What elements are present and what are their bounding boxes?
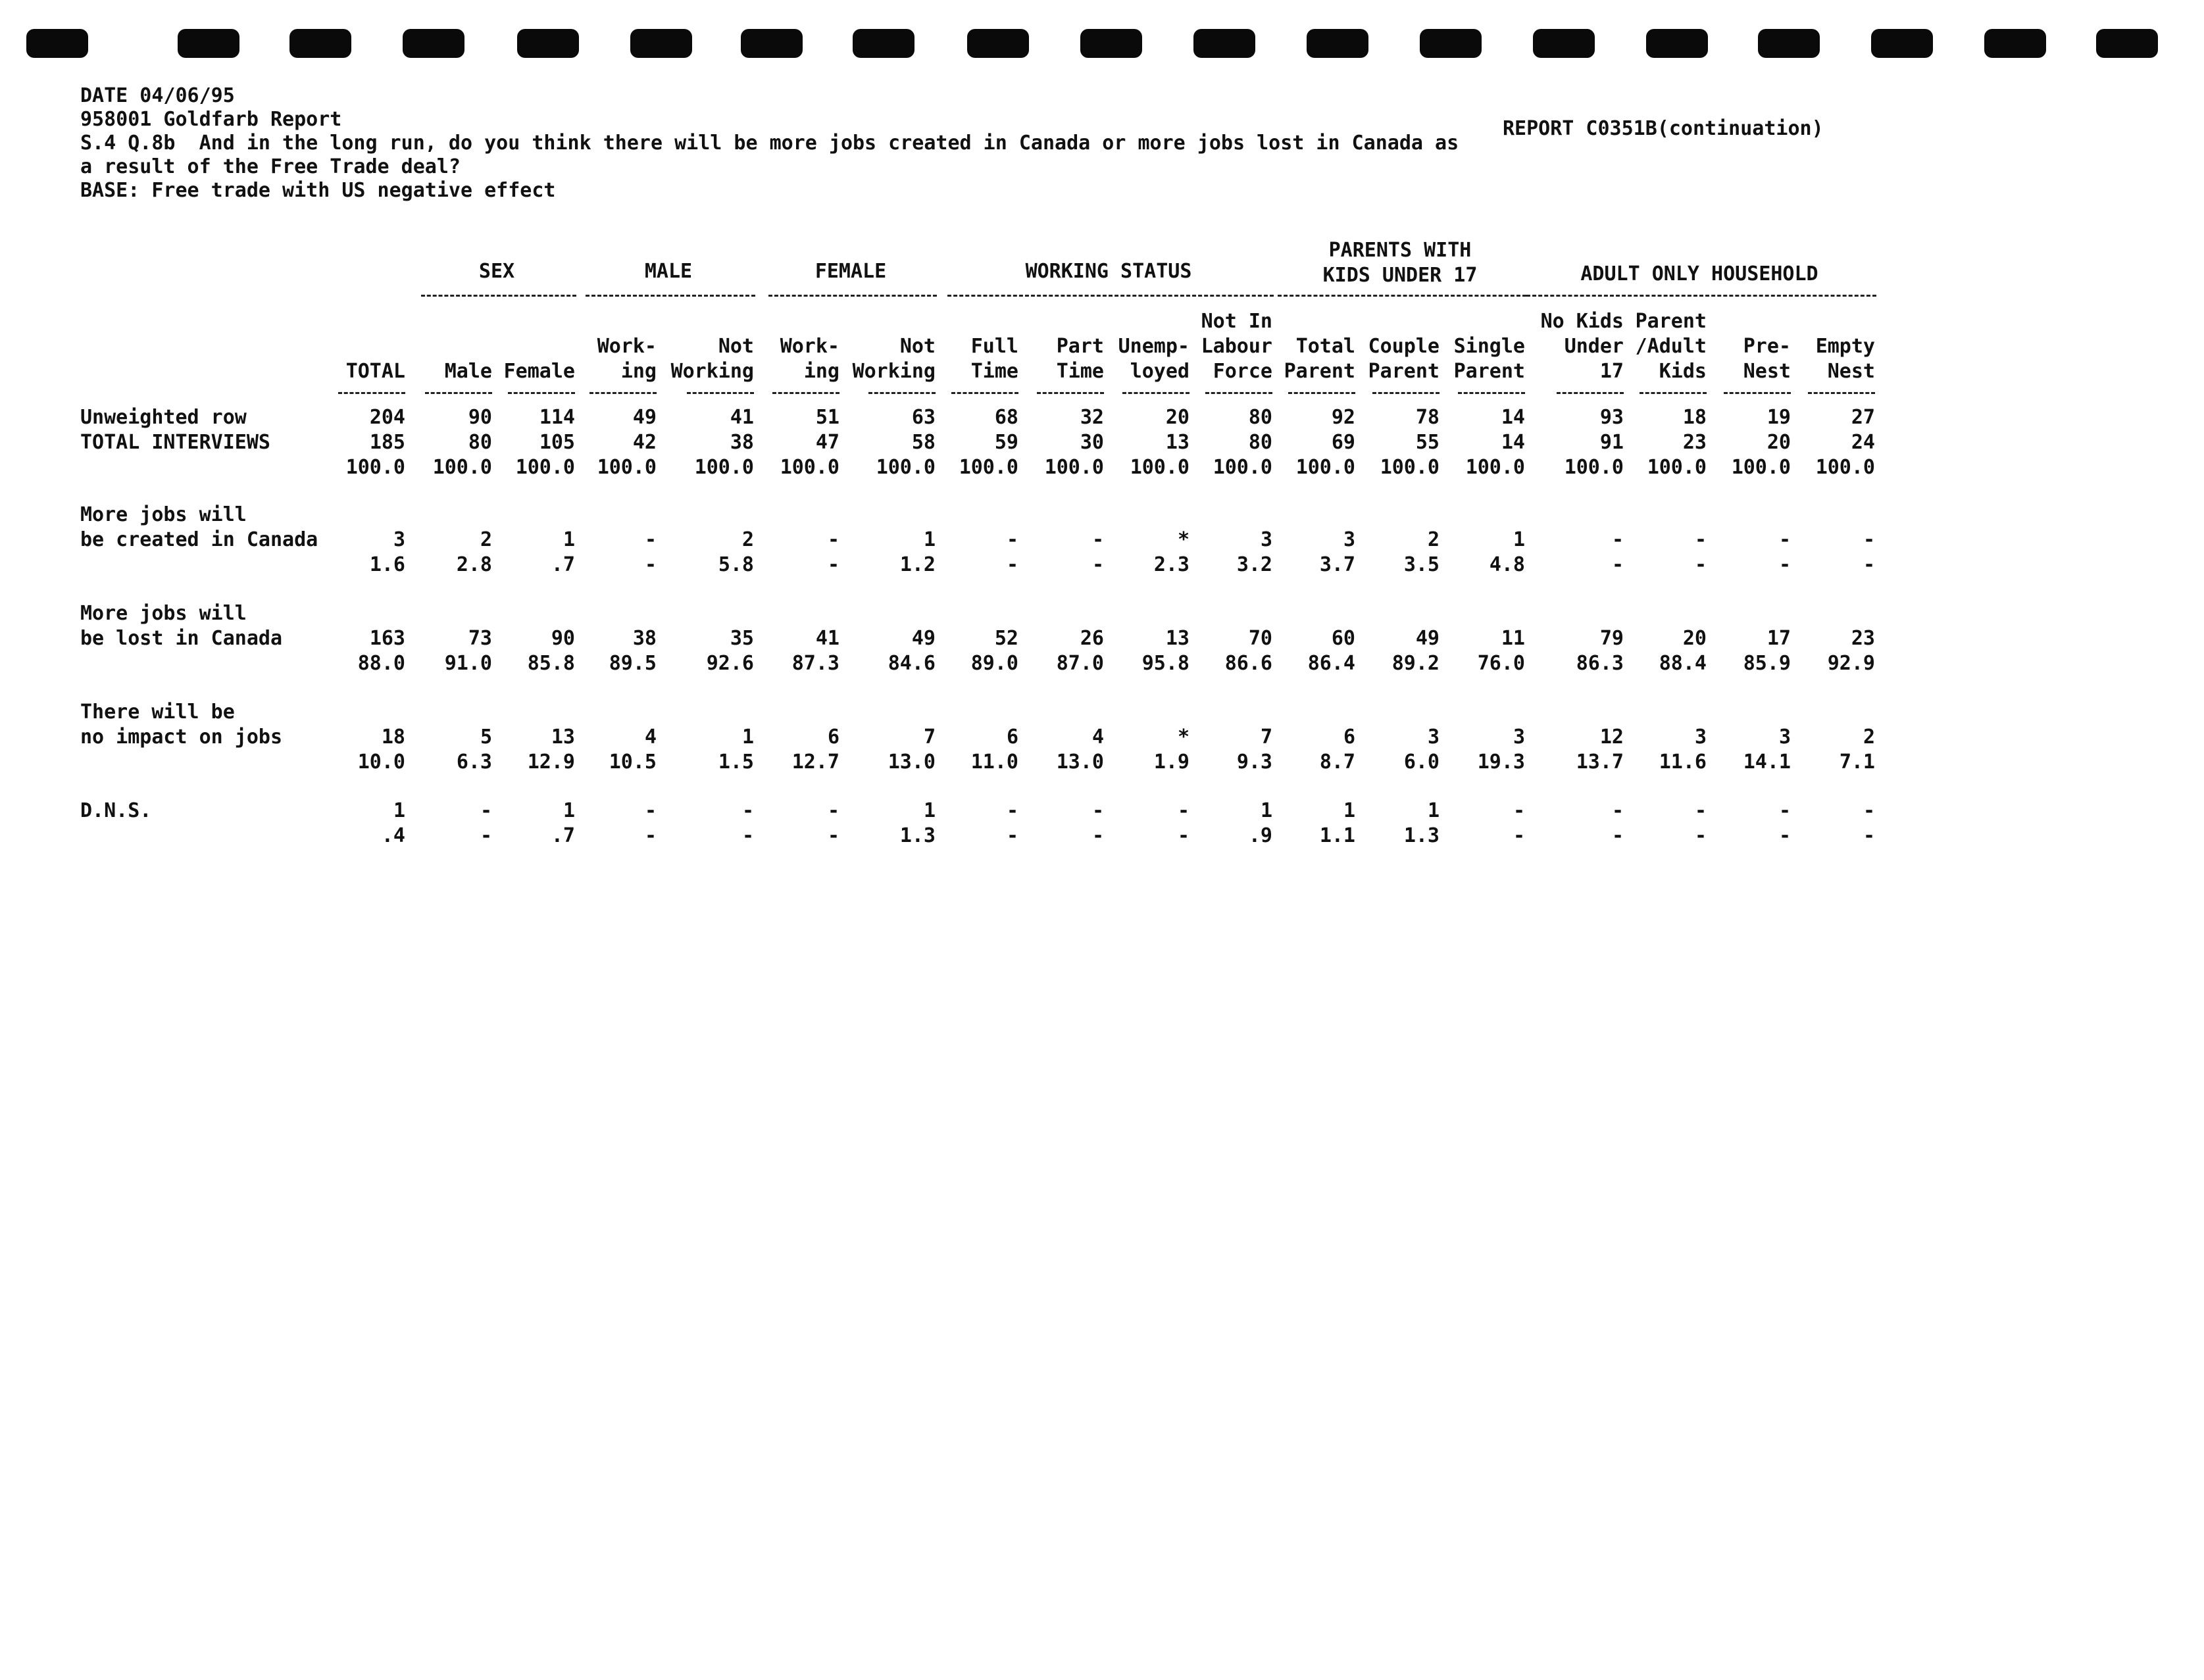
group-header: MALE [644, 260, 693, 283]
table-cell: 100.0 [597, 456, 657, 479]
column-header: Not In Labour Force [1201, 310, 1272, 383]
table-cell: 26 [1080, 627, 1104, 650]
column-header-rule [589, 392, 657, 394]
table-cell: 100.0 [694, 456, 754, 479]
table-cell: 11.6 [1659, 751, 1707, 774]
punch-hole [517, 29, 579, 58]
table-cell: 93 [1599, 406, 1624, 429]
table-cell: 1.3 [899, 824, 936, 847]
column-header-rule [1724, 392, 1791, 394]
punch-hole [741, 29, 803, 58]
row-label: Unweighted row TOTAL INTERVIEWS [80, 406, 270, 454]
table-cell: 12.9 [527, 751, 575, 774]
table-cell: 27 [1851, 406, 1875, 429]
table-cell: - [1611, 528, 1624, 551]
table-cell: .9 [1248, 824, 1272, 847]
column-header-rule [868, 392, 936, 394]
table-cell: - [1006, 553, 1018, 576]
column-header-rule [1037, 392, 1104, 394]
table-cell: 80 [1248, 406, 1272, 429]
column-header-rule [1122, 392, 1190, 394]
table-cell: .7 [551, 824, 575, 847]
table-cell: - [741, 824, 754, 847]
table-cell: 6.0 [1403, 751, 1440, 774]
punch-hole [1307, 29, 1368, 58]
punch-hole [1871, 29, 1933, 58]
group-header: PARENTS WITH KIDS UNDER 17 [1322, 239, 1478, 287]
table-cell: 89.5 [609, 652, 657, 675]
table-cell: - [1778, 824, 1791, 847]
table-cell: 78 [1415, 406, 1440, 429]
report-id: REPORT C0351B(continuation) [1503, 117, 1824, 140]
column-header-rule [1205, 392, 1272, 394]
table-cell: 70 [1248, 627, 1272, 650]
table-cell: 9.3 [1236, 751, 1272, 774]
table-cell: 3 [1343, 528, 1355, 551]
table-cell: 5 [480, 726, 492, 749]
table-cell: 100.0 [1815, 456, 1875, 479]
table-cell: 3.2 [1236, 553, 1272, 576]
table-cell: 90 [468, 406, 492, 429]
table-cell: 23 [1682, 431, 1707, 454]
table-cell: 13 [551, 726, 575, 749]
table-cell: 63 [911, 406, 936, 429]
table-cell: - [827, 553, 839, 576]
table-cell: - [1778, 553, 1791, 576]
group-header-rule [1526, 295, 1876, 297]
table-cell: 6.3 [456, 751, 492, 774]
table-cell: 13.7 [1576, 751, 1624, 774]
table-cell: - [1694, 799, 1707, 822]
table-cell: 92.6 [706, 652, 754, 675]
table-cell: 38 [632, 627, 657, 650]
table-cell: 55 [1415, 431, 1440, 454]
table-cell: 60 [1331, 627, 1355, 650]
table-cell: 1.9 [1153, 751, 1190, 774]
table-cell: 1.5 [718, 751, 754, 774]
table-cell: 100.0 [1564, 456, 1624, 479]
table-cell: 10.5 [609, 751, 657, 774]
table-cell: 3.5 [1403, 553, 1440, 576]
table-cell: - [1177, 824, 1190, 847]
table-cell: - [1611, 553, 1624, 576]
table-cell: 100.0 [959, 456, 1018, 479]
table-cell: 35 [730, 627, 754, 650]
report-date: DATE 04/06/95 [80, 84, 235, 107]
table-cell: - [1006, 528, 1018, 551]
table-cell: - [1091, 824, 1104, 847]
column-header: Full Time [970, 335, 1018, 383]
table-cell: 76.0 [1477, 652, 1525, 675]
table-cell: 13.0 [888, 751, 936, 774]
table-cell: 2 [1427, 528, 1440, 551]
table-cell: 100.0 [1647, 456, 1707, 479]
table-cell: - [827, 799, 839, 822]
table-cell: 100.0 [1044, 456, 1104, 479]
row-label: D.N.S. [80, 799, 152, 822]
table-cell: 1 [1260, 799, 1272, 822]
table-cell: - [1778, 799, 1791, 822]
base-line: BASE: Free trade with US negative effect [80, 179, 556, 202]
table-cell: 4 [644, 726, 657, 749]
punch-hole [1193, 29, 1255, 58]
table-cell: 3 [1694, 726, 1707, 749]
table-cell: 41 [730, 406, 754, 429]
table-cell: 19.3 [1477, 751, 1525, 774]
table-cell: 32 [1080, 406, 1104, 429]
table-cell: 2 [1863, 726, 1875, 749]
table-cell: 17 [1766, 627, 1791, 650]
table-cell: 23 [1851, 627, 1875, 650]
table-cell: 2.8 [456, 553, 492, 576]
table-cell: 14 [1501, 431, 1525, 454]
table-cell: 1 [1513, 528, 1525, 551]
punch-hole [26, 29, 88, 58]
column-header: Total Parent [1284, 335, 1355, 383]
column-header: Not Working [670, 335, 754, 383]
table-cell: 3 [393, 528, 405, 551]
question-line-2: a result of the Free Trade deal? [80, 155, 461, 178]
table-cell: 24 [1851, 431, 1875, 454]
punch-hole [967, 29, 1029, 58]
column-header: Work- ing [780, 335, 839, 383]
punch-hole [630, 29, 692, 58]
table-cell: 1 [1343, 799, 1355, 822]
table-cell: 100.0 [1130, 456, 1190, 479]
table-cell: - [1513, 824, 1525, 847]
table-cell: 52 [994, 627, 1018, 650]
table-cell: 47 [815, 431, 839, 454]
table-cell: - [1611, 824, 1624, 847]
column-header: Not Working [852, 335, 936, 383]
table-cell: 85.9 [1743, 652, 1791, 675]
table-cell: 95.8 [1141, 652, 1190, 675]
table-cell: 80 [468, 431, 492, 454]
group-header: ADULT ONLY HOUSEHOLD [1580, 262, 1818, 285]
group-header-rule [586, 295, 755, 297]
table-cell: 1 [741, 726, 754, 749]
column-header: Male [444, 360, 492, 383]
table-cell: 6 [1343, 726, 1355, 749]
table-cell: 1 [563, 799, 575, 822]
table-cell: 14.1 [1743, 751, 1791, 774]
table-cell: 4.8 [1489, 553, 1525, 576]
column-header: Pre- Nest [1743, 335, 1791, 383]
table-cell: 1 [393, 799, 405, 822]
table-cell: 6 [827, 726, 839, 749]
column-header: TOTAL [345, 360, 405, 383]
table-cell: 59 [994, 431, 1018, 454]
table-cell: 5.8 [718, 553, 754, 576]
table-cell: 1 [1427, 799, 1440, 822]
table-cell: - [1694, 553, 1707, 576]
column-header: Single Parent [1453, 335, 1525, 383]
punch-hole [1758, 29, 1820, 58]
row-label: More jobs will be lost in Canada [80, 602, 283, 650]
table-cell: 86.4 [1307, 652, 1355, 675]
column-header: Unemp- loyed [1118, 335, 1190, 383]
column-header-rule [951, 392, 1018, 394]
column-header: No Kids Under 17 [1540, 310, 1624, 383]
table-cell: - [1091, 799, 1104, 822]
table-cell: 87.3 [791, 652, 839, 675]
table-cell: .7 [551, 553, 575, 576]
column-header-rule [772, 392, 839, 394]
table-cell: 100.0 [1465, 456, 1525, 479]
group-header-rule [1278, 295, 1526, 297]
table-cell: 79 [1599, 627, 1624, 650]
column-header: Work- ing [597, 335, 657, 383]
column-header-rule [508, 392, 575, 394]
table-cell: 3 [1513, 726, 1525, 749]
table-cell: 11 [1501, 627, 1525, 650]
table-cell: 51 [815, 406, 839, 429]
punch-hole [289, 29, 351, 58]
punch-hole [853, 29, 914, 58]
table-cell: 2 [480, 528, 492, 551]
table-cell: - [1863, 553, 1875, 576]
table-cell: 88.4 [1659, 652, 1707, 675]
table-cell: - [1863, 799, 1875, 822]
table-cell: 1.3 [1403, 824, 1440, 847]
table-cell: 114 [539, 406, 575, 429]
table-cell: * [1177, 528, 1190, 551]
table-cell: 163 [369, 627, 405, 650]
column-header-rule [1557, 392, 1624, 394]
table-cell: 100.0 [780, 456, 839, 479]
table-cell: 100.0 [345, 456, 405, 479]
punch-hole [1080, 29, 1142, 58]
row-label: There will be no impact on jobs [80, 701, 283, 749]
table-cell: 30 [1080, 431, 1104, 454]
table-cell: 84.6 [888, 652, 936, 675]
table-cell: 100.0 [1380, 456, 1440, 479]
group-header-rule [947, 295, 1274, 297]
report-name: 958001 Goldfarb Report [80, 108, 342, 131]
table-cell: 73 [468, 627, 492, 650]
table-cell: - [644, 553, 657, 576]
table-cell: 20 [1766, 431, 1791, 454]
column-header: Part Time [1056, 335, 1104, 383]
table-cell: - [1778, 528, 1791, 551]
table-cell: 18 [381, 726, 405, 749]
table-cell: 7.1 [1839, 751, 1875, 774]
column-header-rule [1372, 392, 1440, 394]
punch-hole-strip [0, 0, 2204, 72]
table-cell: - [480, 824, 492, 847]
table-cell: 49 [1415, 627, 1440, 650]
table-cell: 58 [911, 431, 936, 454]
table-cell: 68 [994, 406, 1018, 429]
table-cell: - [1611, 799, 1624, 822]
table-cell: 100.0 [432, 456, 492, 479]
table-cell: 91.0 [444, 652, 492, 675]
table-cell: 7 [1260, 726, 1272, 749]
table-cell: - [644, 799, 657, 822]
table-cell: 1 [923, 799, 936, 822]
table-cell: 42 [632, 431, 657, 454]
group-header-rule [768, 295, 937, 297]
group-header: SEX [478, 260, 515, 283]
table-cell: 100.0 [1295, 456, 1355, 479]
table-cell: - [1177, 799, 1190, 822]
table-cell: 1.2 [899, 553, 936, 576]
table-cell: 1 [923, 528, 936, 551]
group-header: FEMALE [814, 260, 887, 283]
table-cell: 7 [923, 726, 936, 749]
table-cell: 89.2 [1391, 652, 1440, 675]
table-cell: - [827, 528, 839, 551]
table-cell: - [1006, 824, 1018, 847]
table-cell: 38 [730, 431, 754, 454]
table-cell: 19 [1766, 406, 1791, 429]
table-cell: 88.0 [357, 652, 405, 675]
table-cell: 20 [1165, 406, 1190, 429]
table-cell: - [1006, 799, 1018, 822]
column-header-rule [1808, 392, 1875, 394]
table-cell: 18 [1682, 406, 1707, 429]
table-cell: 49 [632, 406, 657, 429]
table-cell: 1.1 [1319, 824, 1355, 847]
table-cell: 12 [1599, 726, 1624, 749]
punch-hole [1646, 29, 1708, 58]
table-cell: 87.0 [1056, 652, 1104, 675]
table-cell: 89.0 [970, 652, 1018, 675]
table-cell: - [1694, 824, 1707, 847]
table-cell: 20 [1682, 627, 1707, 650]
row-label: More jobs will be created in Canada [80, 503, 318, 551]
question-line-1: S.4 Q.8b And in the long run, do you think there will be more jobs created in Canada or more jobs lost in Canada as [80, 132, 1459, 155]
table-cell: 90 [551, 627, 575, 650]
table-cell: - [1091, 553, 1104, 576]
table-cell: 11.0 [970, 751, 1018, 774]
table-cell: - [1863, 528, 1875, 551]
table-cell: 3 [1778, 726, 1791, 749]
table-cell: 92 [1331, 406, 1355, 429]
punch-hole [1984, 29, 2046, 58]
column-header-rule [1288, 392, 1355, 394]
table-cell: 1 [563, 528, 575, 551]
table-cell: 14 [1501, 406, 1525, 429]
table-cell: - [1863, 824, 1875, 847]
table-cell: - [644, 528, 657, 551]
table-cell: 2.3 [1153, 553, 1190, 576]
table-cell: - [1091, 528, 1104, 551]
column-header-rule [687, 392, 754, 394]
table-cell: 85.8 [527, 652, 575, 675]
table-cell: 13 [1165, 431, 1190, 454]
column-header-rule [425, 392, 492, 394]
table-cell: 105 [539, 431, 575, 454]
table-cell: .4 [381, 824, 405, 847]
punch-hole [1533, 29, 1595, 58]
table-cell: 3.7 [1319, 553, 1355, 576]
column-header: Parent /Adult Kids [1635, 310, 1707, 383]
table-cell: 80 [1248, 431, 1272, 454]
table-cell: 49 [911, 627, 936, 650]
table-cell: 6 [1006, 726, 1018, 749]
table-cell: 86.6 [1224, 652, 1272, 675]
column-header-rule [1640, 392, 1707, 394]
table-cell: 10.0 [357, 751, 405, 774]
table-cell: - [1513, 799, 1525, 822]
punch-hole [403, 29, 464, 58]
table-cell: 12.7 [791, 751, 839, 774]
column-header-rule [1458, 392, 1525, 394]
table-cell: 3 [1260, 528, 1272, 551]
table-cell: - [741, 799, 754, 822]
table-cell: 100.0 [515, 456, 575, 479]
punch-hole [2096, 29, 2158, 58]
table-cell: 41 [815, 627, 839, 650]
punch-hole [1420, 29, 1482, 58]
table-cell: - [1694, 528, 1707, 551]
table-cell: 1.6 [369, 553, 405, 576]
table-cell: - [827, 824, 839, 847]
table-cell: 204 [369, 406, 405, 429]
table-cell: 69 [1331, 431, 1355, 454]
table-cell: 8.7 [1319, 751, 1355, 774]
table-cell: 100.0 [1731, 456, 1791, 479]
table-cell: * [1177, 726, 1190, 749]
table-cell: 2 [741, 528, 754, 551]
table-cell: - [480, 799, 492, 822]
table-cell: 4 [1091, 726, 1104, 749]
table-cell: 91 [1599, 431, 1624, 454]
column-header: Empty Nest [1815, 335, 1875, 383]
table-cell: 100.0 [1213, 456, 1272, 479]
punch-hole [178, 29, 239, 58]
table-cell: 13.0 [1056, 751, 1104, 774]
table-cell: 100.0 [876, 456, 936, 479]
group-header: WORKING STATUS [1025, 260, 1192, 283]
column-header-rule [338, 392, 405, 394]
table-cell: 13 [1165, 627, 1190, 650]
column-header: Couple Parent [1368, 335, 1440, 383]
table-cell: 92.9 [1827, 652, 1875, 675]
column-header: Female [503, 360, 575, 383]
table-cell: 185 [369, 431, 405, 454]
group-header-rule [421, 295, 576, 297]
table-cell: - [644, 824, 657, 847]
table-cell: 86.3 [1576, 652, 1624, 675]
table-cell: 3 [1427, 726, 1440, 749]
